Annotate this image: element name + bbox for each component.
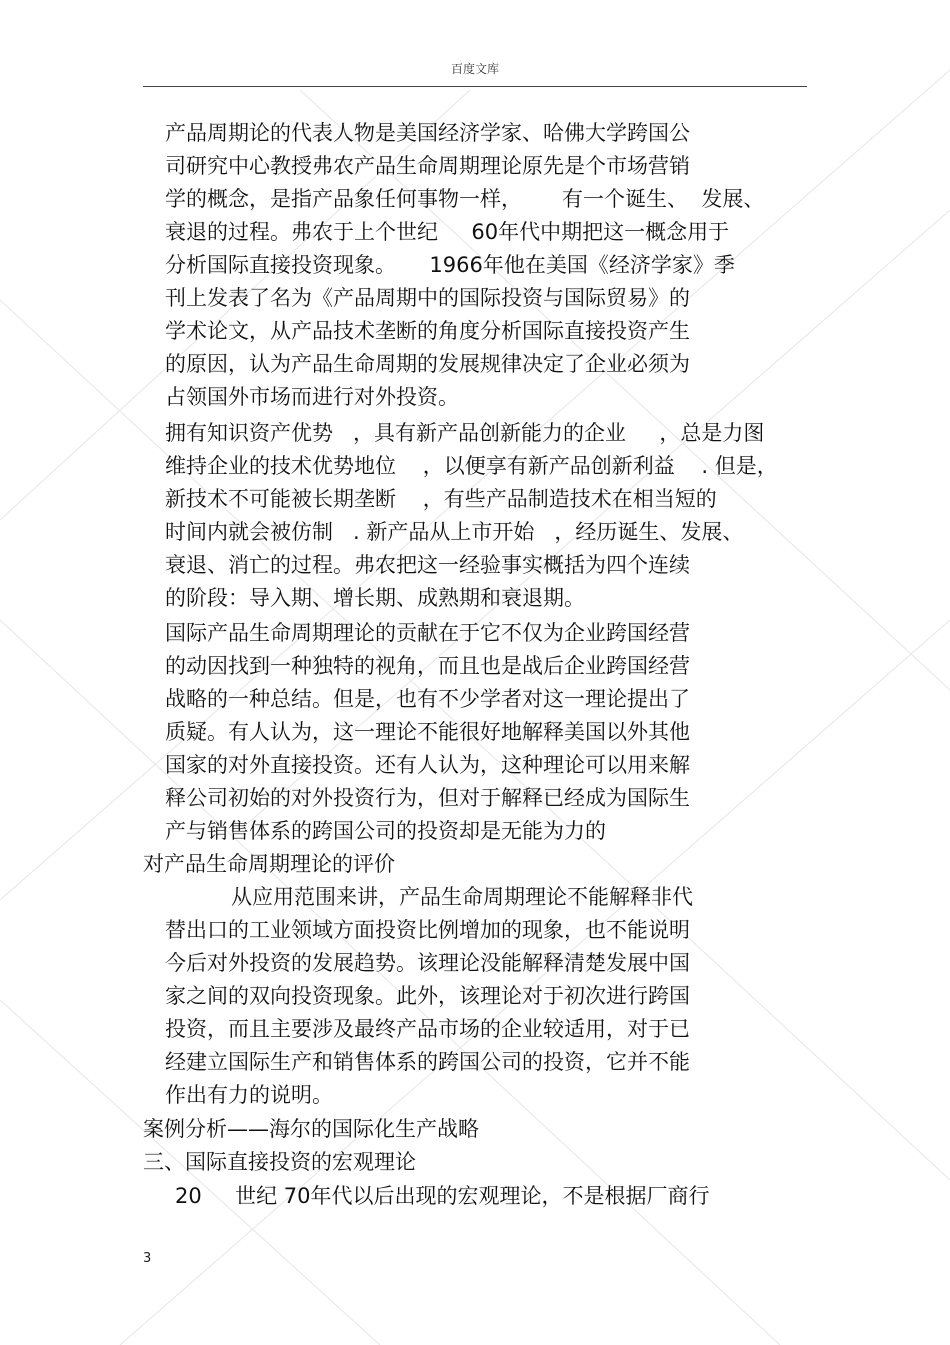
text-line: 经建立国际生产和销售体系的跨国公司的投资，它并不能 [165,1050,690,1074]
text-line: 产品周期论的代表人物是美国经济学家、哈佛大学跨国公 [165,121,690,145]
text-line: 学术论文，从产品技术垄断的角度分析国际直接投资产生 [165,319,690,343]
section-heading: 对产品生命周期理论的评价 [143,852,395,876]
text-line: 今后对外投资的发展趋势。该理论没能解释清楚发展中国 [165,951,690,975]
text-line: 从应用范围来讲，产品生命周期理论不能解释非代 [231,885,693,909]
text-line: 新技术不可能被长期垄断 ，有些产品制造技术在相当短的 [165,487,717,511]
text-line: 刊上发表了名为《产品周期中的国际投资与国际贸易》的 [165,286,690,310]
text-line: 质疑。有人认为，这一理论不能很好地解释美国以外其他 [165,720,690,744]
text-line: 战略的一种总结。但是，也有不少学者对这一理论提出了 [165,687,690,711]
text-line: 的阶段：导入期、增长期、成熟期和衰退期。 [165,586,585,610]
text-line: 分析国际直接投资现象。 1966年他在美国《经济学家》季 [165,253,735,277]
text-line: 拥有知识资产优势 ，具有新产品创新能力的企业 ，总是力图 [165,421,765,445]
text-line: 作出有力的说明。 [165,1083,333,1107]
text-line: 占领国外市场而进行对外投资。 [165,385,459,409]
text-line: 衰退的过程。弗农于上个世纪 60年代中期把这一概念用于 [165,220,730,244]
text-line: 司研究中心教授弗农产品生命周期理论原先是个市场营销 [165,154,690,178]
text-line: 释公司初始的对外投资行为，但对于解释已经成为国际生 [165,786,690,810]
text-line: 维持企业的技术优势地位 ，以便享有新产品创新利益 . 但是， [165,454,778,478]
page-header-title: 百度文库 [450,62,499,76]
text-line: 投资，而且主要涉及最终产品市场的企业较适用，对于已 [165,1017,690,1041]
text-line: 家之间的双向投资现象。此外，该理论对于初次进行跨国 [165,984,690,1008]
text-line: 学的概念，是指产品象任何事物一样， 有一个诞生、 发展、 [165,187,765,211]
text-line: 的动因找到一种独特的视角，而且也是战后企业跨国经营 [165,654,690,678]
text-line: 国际产品生命周期理论的贡献在于它不仅为企业跨国经营 [165,621,690,645]
text-line: 的原因，认为产品生命周期的发展规律决定了企业必须为 [165,352,690,376]
section-heading: 三、国际直接投资的宏观理论 [143,1150,416,1174]
header-divider [143,86,807,87]
text-line: 衰退、消亡的过程。弗农把这一经验事实概括为四个连续 [165,553,690,577]
text-line: 时间内就会被仿制 . 新产品从上市开始 ，经历诞生、发展、 [165,520,744,544]
text-line: 产与销售体系的跨国公司的投资却是无能为力的 [165,819,606,843]
text-line: 20 世纪 70年代以后出现的宏观理论，不是根据厂商行 [175,1184,710,1208]
section-heading: 案例分析——海尔的国际化生产战略 [143,1117,479,1141]
text-line: 替出口的工业领域方面投资比例增加的现象，也不能说明 [165,918,690,942]
page-number: 3 [143,1251,152,1266]
text-line: 国家的对外直接投资。还有人认为，这种理论可以用来解 [165,753,690,777]
